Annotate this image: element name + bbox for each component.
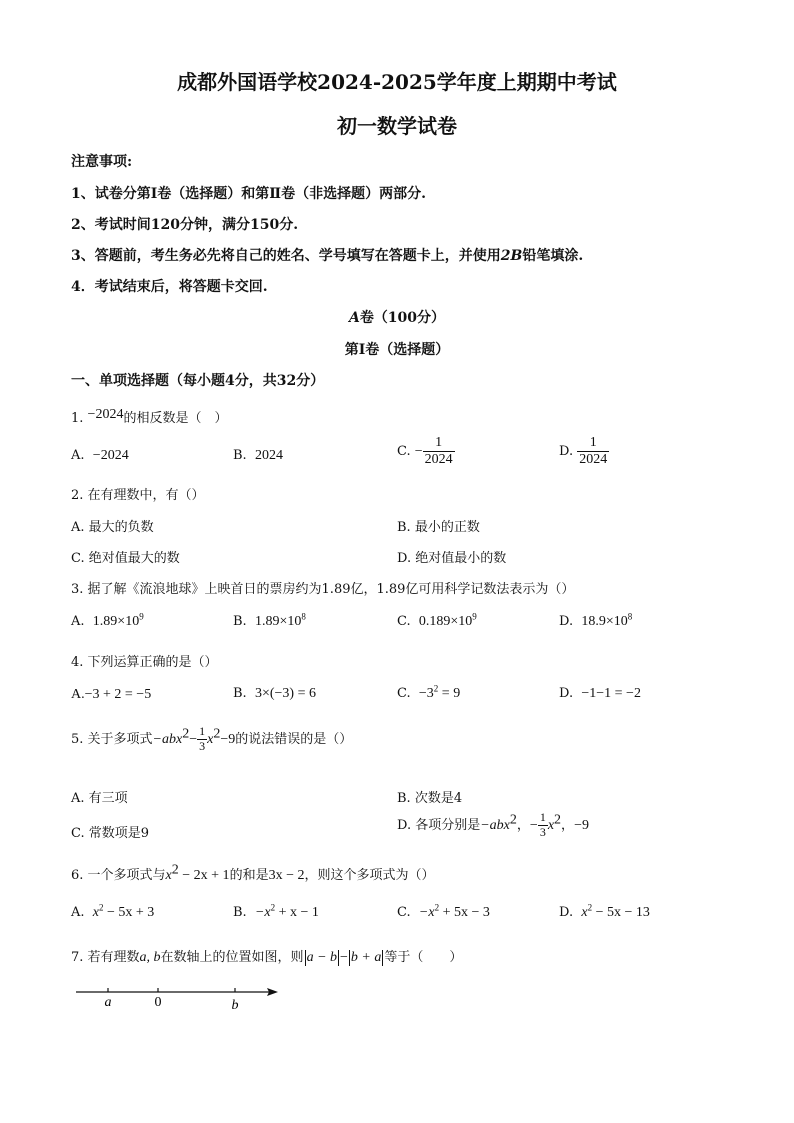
q5-term1-exponent: 2 xyxy=(182,726,190,742)
q5-d-term2-exponent: 2 xyxy=(554,812,562,828)
q7-suffix: 等于（ ） xyxy=(384,950,463,965)
q1-number: 1. xyxy=(71,411,84,426)
q1-text: 的相反数是（ ） xyxy=(123,411,228,426)
q3-stem: 3. 据了解《流浪地球》上映首日的票房约为1.89亿，1.89亿可用科学记数法表示为（） xyxy=(71,582,575,597)
q6-c-exponent: 2 xyxy=(434,902,440,913)
q6-a-rest: − 5x + 3 xyxy=(103,905,155,920)
q1-d-label: D. xyxy=(559,444,574,460)
paper-a-heading xyxy=(0,307,794,327)
note-item-3 xyxy=(71,245,583,265)
q1-option-c xyxy=(397,435,455,468)
abs-bar-left-1 xyxy=(305,950,306,966)
q3-a-label: A. xyxy=(71,614,85,629)
q7-minus: − xyxy=(340,950,348,965)
exam-subtitle: 初一数学试卷 xyxy=(337,114,457,138)
q6-suffix: ，则这个多项式为（） xyxy=(304,868,435,883)
q5-stem xyxy=(71,725,352,754)
q4-c-exponent: 2 xyxy=(433,683,439,694)
q6-b-exponent: 2 xyxy=(270,902,276,913)
q5-fraction-denominator: 3 xyxy=(199,738,206,753)
q7-abs-expr-2: b + a xyxy=(350,950,382,965)
q4-stem: 4. 下列运算正确的是（） xyxy=(71,655,218,670)
q1-c-fraction xyxy=(423,435,455,468)
q6-expr1-var: x xyxy=(165,868,172,883)
q6-a-value xyxy=(92,902,155,920)
q1-stem xyxy=(71,407,227,427)
q1-d-fraction xyxy=(577,435,609,468)
q1-option-b xyxy=(233,448,283,464)
q5-d-term1: −abx xyxy=(480,817,510,833)
q5-d-prefix: D. 各项分别是 xyxy=(397,817,481,833)
q5-term3: −9 xyxy=(220,731,236,747)
q5-prefix: 5. 关于多项式 xyxy=(71,731,153,747)
notes-heading: 注意事项: xyxy=(71,154,133,170)
q6-expr1-rest: − 2x + 1 xyxy=(178,868,230,883)
abs-bar-right-1 xyxy=(338,950,339,966)
q6-b-label: B. xyxy=(233,905,247,920)
q3-d-base: 18.9×10 xyxy=(581,614,628,629)
q6-a-exponent: 2 xyxy=(99,902,104,913)
q1-expression: −2024 xyxy=(87,407,124,422)
q6-mid: 的和是 xyxy=(229,868,269,883)
q5-d-term3: −9 xyxy=(574,817,589,833)
q3-b-value xyxy=(254,611,306,629)
q3-c-exponent: 9 xyxy=(472,611,477,622)
q3-a-base: 1.89×10 xyxy=(92,614,140,629)
q4-b-value: 3×(−3) = 6 xyxy=(254,686,316,701)
q5-d-minus: − xyxy=(529,817,538,833)
q5-term2-exponent: 2 xyxy=(213,726,221,742)
label-zero: 0 xyxy=(154,995,162,1010)
part1-heading: 第Ⅰ卷（选择题） xyxy=(344,342,450,358)
number-line-figure xyxy=(70,982,285,1014)
q6-c-var: −x xyxy=(418,905,435,920)
q5-suffix: 的说法错误的是（） xyxy=(235,731,353,747)
q4-option-c xyxy=(397,683,461,702)
q7-stem xyxy=(71,946,462,966)
q3-option-d xyxy=(559,611,633,630)
q3-d-exponent: 8 xyxy=(627,611,633,622)
q3-a-value xyxy=(92,611,144,629)
q5-d-term2: x xyxy=(547,817,555,833)
q1-b-label: B. xyxy=(233,448,247,463)
q5-term1: −abx xyxy=(152,731,183,747)
q1-d-numerator: 1 xyxy=(589,435,597,450)
q4-c-base: −3 xyxy=(418,686,434,701)
q7-prefix: 7. 若有理数 xyxy=(71,950,140,965)
note-item-3-text: 3、答题前，考生务必先将自己的姓名、学号填写在答题卡上，并使用 xyxy=(71,248,501,264)
note-item-4: 4．考试结束后，将答题卡交回. xyxy=(71,279,268,295)
q6-d-label: D. xyxy=(559,905,574,920)
q5-minus: − xyxy=(189,731,198,747)
q7-vars: a, b xyxy=(139,950,161,965)
label-b: b xyxy=(231,998,239,1013)
q6-stem xyxy=(71,864,435,884)
q6-c-label: C. xyxy=(397,905,411,920)
q3-option-c xyxy=(397,611,477,630)
q3-a-exponent: 9 xyxy=(139,611,144,622)
abs-bar-left-2 xyxy=(349,950,350,966)
q6-d-value xyxy=(581,902,650,920)
q3-c-value xyxy=(418,611,477,629)
q4-d-value: −1−1 = −2 xyxy=(581,686,641,701)
q1-option-d xyxy=(559,435,609,468)
q3-b-label: B. xyxy=(233,614,247,629)
q5-d-fraction-denominator: 3 xyxy=(539,824,546,839)
q6-option-c xyxy=(397,902,490,921)
q5-fraction xyxy=(197,725,207,754)
q5-d-fraction xyxy=(538,811,548,840)
q1-c-numerator: 1 xyxy=(435,435,443,450)
q3-c-label: C. xyxy=(397,614,411,629)
q4-option-d xyxy=(559,686,641,702)
q1-option-a xyxy=(71,448,129,464)
q5-option-a: A. 有三项 xyxy=(71,791,128,806)
q1-a-label: A. xyxy=(71,448,85,463)
pencil-grade: 2B xyxy=(500,248,523,264)
q2-option-c: C. 绝对值最大的数 xyxy=(71,551,180,566)
q4-option-b xyxy=(233,686,316,702)
q7-mid: 在数轴上的位置如图，则 xyxy=(160,950,304,965)
q4-b-label: B. xyxy=(233,686,247,701)
label-a: a xyxy=(104,995,112,1010)
q4-c-rest: = 9 xyxy=(438,686,461,701)
q1-c-label: C. xyxy=(397,444,411,460)
q3-option-a xyxy=(71,611,144,630)
q3-b-base: 1.89×10 xyxy=(254,614,302,629)
q6-option-a xyxy=(71,902,155,921)
q5-d-separator1: ， xyxy=(516,817,530,833)
q3-d-value xyxy=(581,611,633,629)
q3-option-b xyxy=(233,611,306,630)
q6-d-exponent: 2 xyxy=(587,902,593,913)
q5-d-term1-exponent: 2 xyxy=(509,812,517,828)
q7-abs-expr-1: a − b xyxy=(306,950,338,965)
q5-d-separator2: ， xyxy=(561,817,575,833)
q1-b-value: 2024 xyxy=(254,448,283,463)
section1-heading: 一、单项选择题（每小题4分，共32分） xyxy=(71,373,325,389)
q6-prefix: 6. 一个多项式与 xyxy=(71,868,166,883)
q2-stem: 2. 在有理数中，有（） xyxy=(71,488,205,503)
q3-b-exponent: 8 xyxy=(301,611,306,622)
q5-option-b: B. 次数是4 xyxy=(397,791,463,806)
exam-title: 成都外国语学校2024-2025学年度上期期中考试 xyxy=(177,70,617,94)
q5-term2: x xyxy=(207,731,214,747)
q1-c-denominator: 2024 xyxy=(424,452,453,468)
q5-fraction-numerator: 1 xyxy=(199,724,206,738)
q4-d-label: D. xyxy=(559,686,574,701)
q6-b-value xyxy=(254,902,319,920)
q4-option-a: A.−3 + 2 = −5 xyxy=(71,687,152,702)
q6-a-label: A. xyxy=(71,905,85,920)
q6-c-rest: + 5x − 3 xyxy=(439,905,490,920)
q6-b-rest: + x − 1 xyxy=(275,905,319,920)
q6-option-b xyxy=(233,902,319,921)
q5-option-d xyxy=(397,811,589,840)
q5-option-c: C. 常数项是9 xyxy=(71,826,150,841)
q6-b-var: −x xyxy=(254,905,271,920)
q3-c-base: 0.189×10 xyxy=(418,614,473,629)
q6-option-d xyxy=(559,902,650,921)
q1-a-value: −2024 xyxy=(92,448,129,463)
q6-d-var: x xyxy=(581,905,588,920)
paper-a-letter: A xyxy=(348,310,360,326)
q2-option-d: D. 绝对值最小的数 xyxy=(397,551,507,566)
paper-a-rest: 卷（100分） xyxy=(359,310,446,326)
note-item-1: 1、试卷分第Ⅰ卷（选择题）和第Ⅱ卷（非选择题）两部分. xyxy=(71,186,426,202)
q4-c-value xyxy=(418,683,461,701)
q5-d-fraction-numerator: 1 xyxy=(539,810,546,824)
q1-c-sign: − xyxy=(414,444,423,460)
q6-c-value xyxy=(418,902,490,920)
q6-a-var: x xyxy=(92,905,100,920)
q2-option-a: A. 最大的负数 xyxy=(71,520,154,535)
q2-option-b: B. 最小的正数 xyxy=(397,520,480,535)
note-item-3-suffix: 铅笔填涂. xyxy=(522,248,584,264)
q6-expr1-exponent: 2 xyxy=(171,862,179,878)
q3-d-label: D. xyxy=(559,614,574,629)
note-item-2: 2、考试时间120分钟，满分150分. xyxy=(71,217,299,233)
q1-d-denominator: 2024 xyxy=(579,452,608,468)
q6-d-rest: − 5x − 13 xyxy=(592,905,650,920)
q6-expr2: 3x − 2 xyxy=(268,868,305,883)
q4-c-label: C. xyxy=(397,686,411,701)
